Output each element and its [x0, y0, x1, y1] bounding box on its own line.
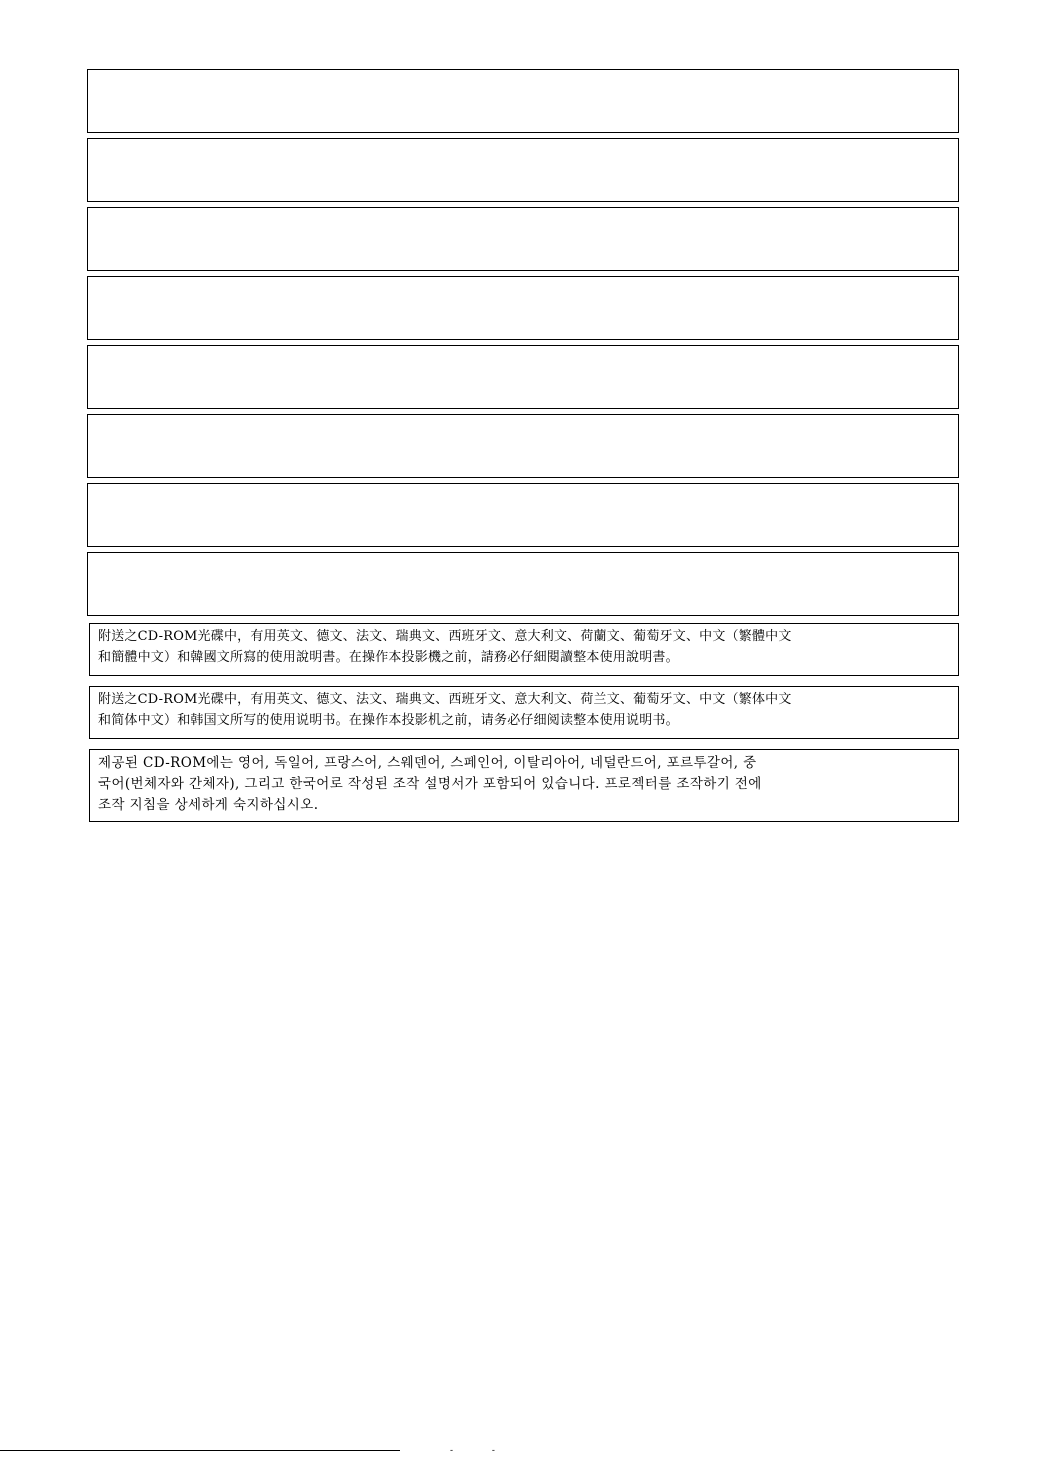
empty-box-5 [87, 345, 959, 409]
empty-box-1 [87, 69, 959, 133]
empty-box-2 [87, 138, 959, 202]
notice-simplified-chinese [89, 686, 959, 739]
empty-box-8 [87, 552, 959, 616]
notice-line: 和简体中文）和韩国文所写的使用说明书。在操作本投影机之前，请务必仔细阅读整本使用说明书。 [98, 713, 679, 728]
notice-line: 附送之CD-ROM光碟中，有用英文、德文、法文、瑞典文、西班牙文、意大利文、荷蘭文、葡萄牙文、中文（繁體中文 [98, 629, 792, 644]
empty-box-3 [87, 207, 959, 271]
notice-traditional-chinese [89, 623, 959, 676]
notice-line: 제공된 CD-ROM에는 영어, 독일어, 프랑스어, 스웨덴어, 스페인어, 이탈리아어, 네덜란드어, 포르투갈어, 중 [98, 755, 757, 771]
notice-line: 국어(번체자와 간체자), 그리고 한국어로 작성된 조작 설명서가 포함되어 있습니다. 프로젝터를 조작하기 전에 [98, 776, 762, 792]
empty-box-4 [87, 276, 959, 340]
notice-korean [89, 749, 959, 822]
footer-rule [0, 1450, 400, 1451]
notice-line: 和簡體中文）和韓國文所寫的使用說明書。在操作本投影機之前，請務必仔細閱讀整本使用說明書。 [98, 650, 679, 665]
notice-line: 附送之CD-ROM光碟中，有用英文、德文、法文、瑞典文、西班牙文、意大利文、荷兰文、葡萄牙文、中文（繁体中文 [98, 692, 792, 707]
empty-box-7 [87, 483, 959, 547]
notice-line: 조작 지침을 상세하게 숙지하십시오. [98, 797, 319, 813]
empty-box-6 [87, 414, 959, 478]
footer-marks: ‐ ‐ [450, 1446, 513, 1456]
